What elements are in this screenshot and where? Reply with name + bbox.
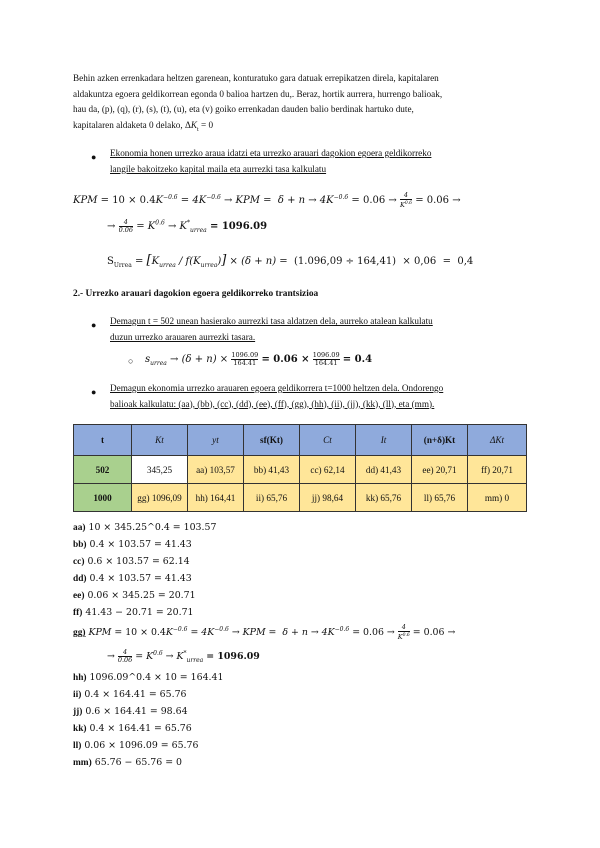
bullet-2-formula: $s_{urrea} \to (\delta + n)$ × $\frac{1096.09}{164.41}$ = 0.06 × $\frac{1096.09}{164.41}$ = 0.4 <box>145 351 373 367</box>
bullet-2-line-2: duzun urrezko arauaren aurrezki tasara. <box>110 331 256 342</box>
calc-ff: ff) 41.43 − 20.71 = 20.71 <box>73 607 194 618</box>
bullet-3-line-2: balioak kalkulatu: (aa), (bb), (cc), (dd), (ee), (ff), (gg), (hh), (ii), (jj), (kk), (ll), eta (mm). <box>110 398 435 409</box>
calc-mm: mm) 65.76 − 65.76 = 0 <box>73 757 183 768</box>
table-cell: bb) 41,43 <box>244 456 300 484</box>
table-header-cell: Ct <box>300 425 356 456</box>
calc-jj: jj) 0.6 × 164.41 = 98.64 <box>73 706 188 717</box>
bullet-3-text <box>110 381 530 412</box>
table-cell: cc) 62,14 <box>300 456 356 484</box>
table-cell: 1000 <box>74 484 132 512</box>
bullet-2-sub-icon: ○ <box>128 356 134 366</box>
bullet-1-line-1: Ekonomia honen urrezko araua idatzi eta urrezko arauari dagokion egoera geldikorreko <box>110 148 432 158</box>
table-cell: aa) 103,57 <box>188 456 244 484</box>
eq1-line-3: $S_{Urrea} = [K_{urrea} / f(K_{urrea})] \times (\delta + n) = (1.096,09 \div 164,41) \times 0,06 = 0,4$ <box>107 253 474 269</box>
bullet-1-icon: ● <box>91 152 97 162</box>
calc-mm-expr: 65.76 − 65.76 = 0 <box>94 757 183 768</box>
table-header-cell: sf(Kt) <box>244 425 300 456</box>
calc-dd: dd) 0.4 × 103.57 = 41.43 <box>73 573 192 584</box>
calc-aa: aa) 10 × 345.25^0.4 = 103.57 <box>73 522 217 533</box>
eq1-line-2: → $\frac{4}{0.06}$ = $K^{0.6} \to K^*_{urrea} = 1096.09$ <box>107 218 268 234</box>
table-header-row <box>74 425 527 456</box>
bullet-2-line-1: Demagun t = 502 unean hasierako aurrezki tasa aldatzen dela, aurreko atalean kalkulatu <box>110 316 433 326</box>
bullet-1-line-2: langile bakoitzeko kapital maila eta aurrezki tasa kalkulatu <box>110 163 327 174</box>
table-cell: ll) 65,76 <box>412 484 468 512</box>
section-2-title: 2.- Urrezko arauari dagokion egoera geldikorreko trantsizioa <box>73 289 319 299</box>
table-cell: kk) 65,76 <box>356 484 412 512</box>
table-cell: 502 <box>74 456 132 484</box>
bullet-3-icon: ● <box>91 387 97 397</box>
table-cell: 345,25 <box>132 456 188 484</box>
calc-gg-line-2: → $\frac{4}{0.06}$ = $K^{0.6} \to K^*_{urrea} = 1096.09$ <box>107 648 260 664</box>
table-cell: dd) 41,43 <box>356 456 412 484</box>
table-header-cell: yt <box>188 425 244 456</box>
table-cell: mm) 0 <box>468 484 527 512</box>
calc-bb-expr: 0.4 × 103.57 = 41.43 <box>89 539 192 550</box>
table-cell: ee) 20,71 <box>412 456 468 484</box>
bullet-2-text <box>110 314 530 345</box>
intro-paragraph <box>73 71 529 138</box>
table-cell: jj) 98,64 <box>300 484 356 512</box>
intro-line-2: aldakuntza egoera geldikorrean egonda 0 balioa hartzen du,. Beraz, hortik aurrera, hurrengo balioak, <box>73 88 443 99</box>
calc-ee-expr: 0.06 × 345.25 = 20.71 <box>87 590 196 601</box>
calc-ii: ii) 0.4 × 164.41 = 65.76 <box>73 689 187 700</box>
bullet-2-icon: ● <box>91 320 97 330</box>
calc-ii-expr: 0.4 × 164.41 = 65.76 <box>84 689 187 700</box>
results-table <box>73 424 527 512</box>
intro-line-3: hau da, (p), (q), (r), (s), (t), (u), eta (v) goiko errenkadan dauden balio berdinak hartuko dute, <box>73 104 414 115</box>
bullet-3-line-1: Demagun ekonomia urrezko arauaren egoera geldikorrera t=1000 heltzen dela. Ondorengo <box>110 383 444 393</box>
calc-ff-expr: 41.43 − 20.71 = 20.71 <box>85 607 194 618</box>
calc-ll: ll) 0.06 × 1096.09 = 65.76 <box>73 740 199 751</box>
intro-line-1: Behin azken errenkadara heltzen garenean, konturatuko gara datuak errepikatzen direla, kapitalaren <box>73 73 439 83</box>
calc-gg: gg) KPM = $10 \times 0.4K^{-0.6} = 4K^{-0.6}$ → KPM = $\delta + n \to 4K^{-0.6} = 0.06$ → $\frac{4}{K^{0.6}}$ = 0.06 → <box>73 623 456 642</box>
table-row <box>74 456 527 484</box>
calc-aa-expr: 10 × 345.25^0.4 = 103.57 <box>88 522 217 533</box>
table-cell: ii) 65,76 <box>244 484 300 512</box>
table-header-cell: It <box>356 425 412 456</box>
calc-cc-expr: 0.6 × 103.57 = 62.14 <box>87 556 190 567</box>
calc-jj-expr: 0.6 × 164.41 = 98.64 <box>85 706 188 717</box>
eq1-line-1: KPM = $10 \times 0.4K^{-0.6} = 4K^{-0.6}$ → KPM = $\delta + n \to 4K^{-0.6} = 0.06$ → $\frac{4}{K^{0.6}}$ = 0.06 → <box>73 191 461 210</box>
table-cell: gg) 1096,09 <box>132 484 188 512</box>
table-header-cell: ΔKt <box>468 425 527 456</box>
calc-ll-expr: 0.06 × 1096.09 = 65.76 <box>84 740 199 751</box>
calc-hh: hh) 1096.09^0.4 × 10 = 164.41 <box>73 672 224 683</box>
table-header-cell: t <box>74 425 132 456</box>
table-header-cell: Kt <box>132 425 188 456</box>
table-header-cell: (n+δ)Kt <box>412 425 468 456</box>
calc-dd-expr: 0.4 × 103.57 = 41.43 <box>89 573 192 584</box>
calc-cc: cc) 0.6 × 103.57 = 62.14 <box>73 556 190 567</box>
calc-ee: ee) 0.06 × 345.25 = 20.71 <box>73 590 196 601</box>
calc-kk: kk) 0.4 × 164.41 = 65.76 <box>73 723 192 734</box>
calc-hh-expr: 1096.09^0.4 × 10 = 164.41 <box>89 672 224 683</box>
calc-bb: bb) 0.4 × 103.57 = 41.43 <box>73 539 192 550</box>
calc-kk-expr: 0.4 × 164.41 = 65.76 <box>89 723 192 734</box>
table-cell: hh) 164,41 <box>188 484 244 512</box>
table-cell: ff) 20,71 <box>468 456 527 484</box>
intro-line-4: kapitalaren aldaketa 0 delako, $\Delta K_t = 0$ <box>73 119 214 133</box>
table-row <box>74 484 527 512</box>
bullet-1-text <box>110 146 530 177</box>
